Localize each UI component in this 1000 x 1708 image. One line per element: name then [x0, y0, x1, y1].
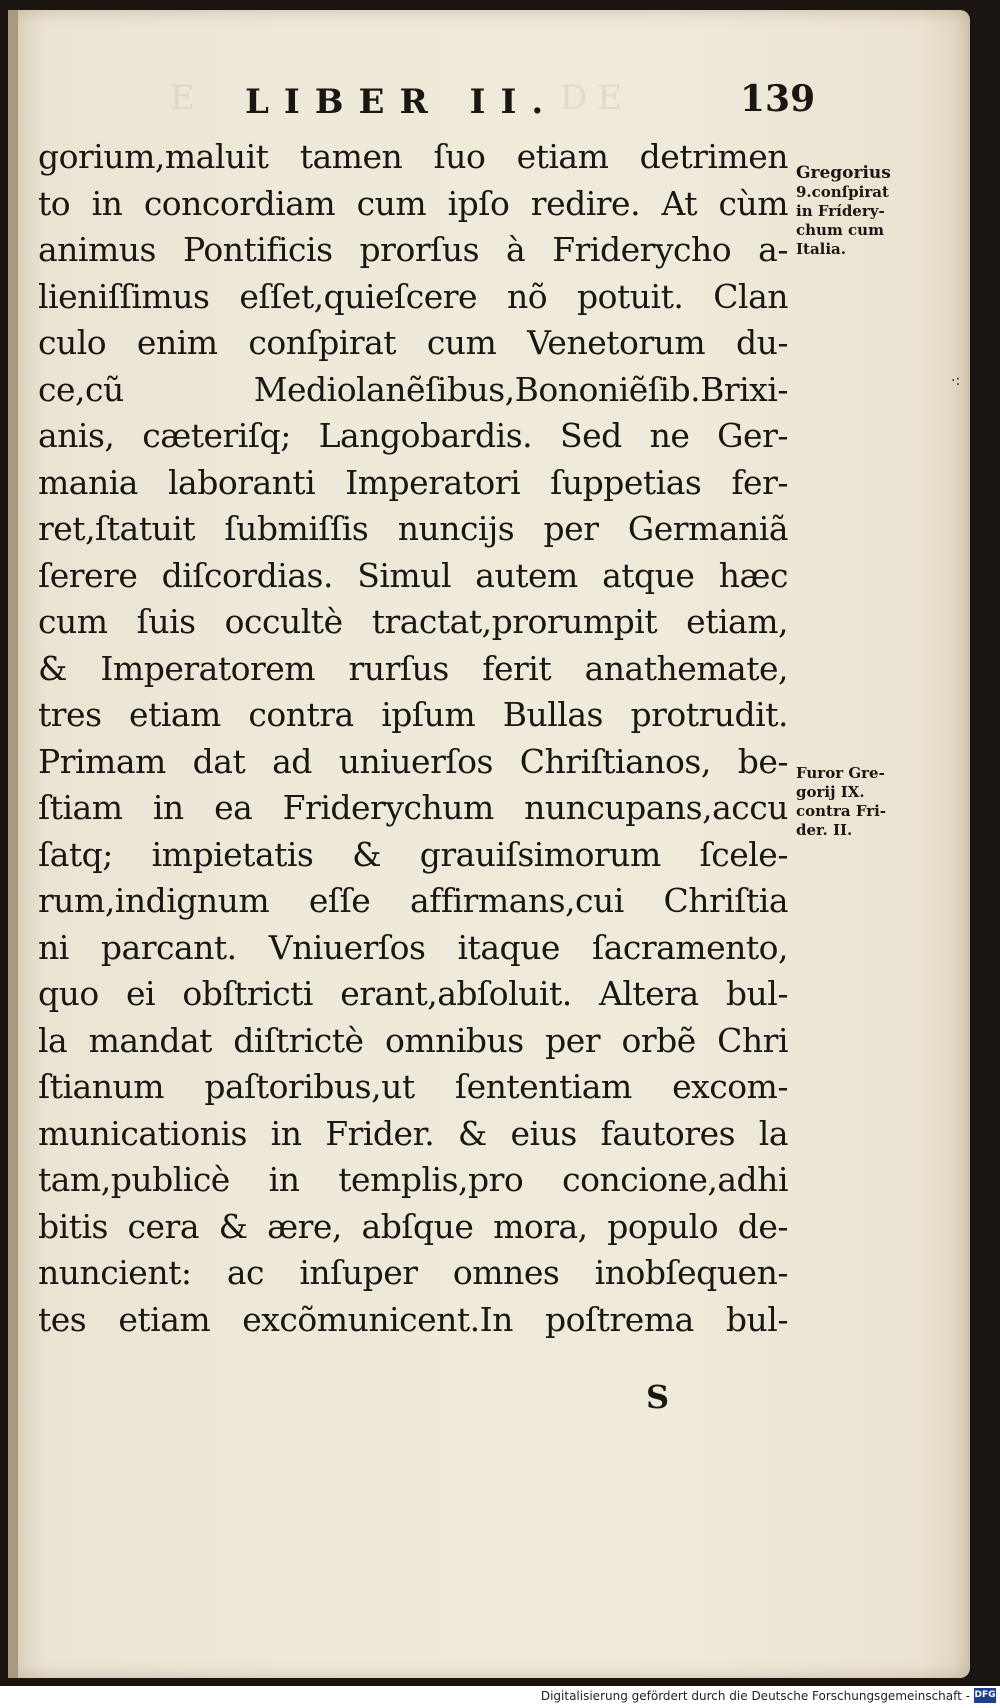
- text-line: mania laboranti Imperatori ſuppetias fer-: [38, 462, 788, 502]
- text-line: quo ei obſtricti erant,abſoluit. Altera bul-: [38, 974, 788, 1013]
- text-line: animus Pontificis prorſus à Friderycho a-: [38, 230, 788, 269]
- catchword: S: [646, 1378, 670, 1416]
- text-line: gorium,maluit tamen ſuo etiam detrimen: [38, 137, 788, 176]
- text-line: tam,publicè in templis,pro concione,adhi: [38, 1160, 788, 1199]
- page-number: 139: [740, 78, 816, 120]
- text-line: bitis cera & ære, abſque mora, populo de-: [38, 1206, 788, 1246]
- text-line: rum,indignum eſſe affirmans,cui Chriſtia: [38, 881, 788, 920]
- footer-bar: [0, 1686, 1000, 1708]
- text-line: ſtianum paſtoribus,ut ſententiam excom-: [38, 1067, 788, 1106]
- text-line: tes etiam excõmunicent.In poſtrema bul-: [38, 1299, 788, 1339]
- text-line: ce,cũ Mediolanẽſibus,Bononiẽſib.Brixi-: [38, 369, 788, 409]
- marginal-note-line: Italia.: [796, 240, 847, 258]
- running-title: LIBER II.: [245, 82, 559, 122]
- bleed-through-mark: DE: [560, 78, 633, 118]
- marginal-note-line: Gregorius: [796, 163, 891, 183]
- marginal-note-line: gorij IX.: [796, 783, 865, 801]
- text-line: la mandat diſtrictè omnibus per orbẽ Chri: [38, 1020, 788, 1060]
- text-line: ret,ſtatuit ſubmiſſis nuncijs per Germaniã: [38, 509, 788, 548]
- marginal-note-line: der. II.: [796, 821, 853, 839]
- text-line: anis, cæteriſq; Langobardis. Sed ne Ger-: [38, 416, 788, 455]
- running-head: [0, 78, 1000, 122]
- text-line: culo enim conſpirat cum Venetorum du-: [38, 323, 788, 362]
- dfg-logo: DFG: [974, 1688, 996, 1703]
- text-line: ſerere diſcordias. Simul autem atque hæc: [38, 555, 788, 595]
- text-line: tres etiam contra ipſum Bullas protrudit.: [38, 695, 788, 734]
- marginal-note: [796, 164, 921, 259]
- text-line: ſtiam in ea Friderychum nuncupans,accu: [38, 788, 788, 827]
- text-line: lieniſſimus eſſet,quieſcere nõ potuit. Clan: [38, 276, 788, 316]
- marginal-note-line: Furor Gre-: [796, 764, 885, 782]
- text-line: to in concordiam cum ipſo redire. At cùm: [38, 183, 788, 223]
- bleed-through-mark: E: [170, 78, 205, 118]
- body-text: [38, 134, 788, 1343]
- marginal-note-line: 9.conſpirat: [796, 183, 889, 201]
- marginal-note-line: contra Fri-: [796, 802, 887, 820]
- text-line: municationis in Frider. & eius fautores la: [38, 1113, 788, 1153]
- page-gutter-edge: [8, 10, 18, 1678]
- text-line: cum ſuis occultè tractat,prorumpit etiam,: [38, 602, 788, 641]
- text-line: nuncient: ac inſuper omnes inobſequen-: [38, 1253, 788, 1292]
- text-line: Primam dat ad uniuerſos Chriſtianos, be-: [38, 741, 788, 781]
- marginal-note-line: in Frídery-: [796, 202, 885, 220]
- text-line: ni parcant. Vniuerſos itaque ſacramento,: [38, 927, 788, 967]
- text-line: & Imperatorem rurſus ferit anathemate,: [38, 648, 788, 688]
- marginal-note: [796, 764, 921, 840]
- marginal-note-line: chum cum: [796, 221, 884, 239]
- ink-speck: ·:: [951, 373, 961, 389]
- funding-credit: Digitalisierung gefördert durch die Deutsche Forschungsgemeinschaft -: [540, 1689, 970, 1703]
- text-line: ſatq; impietatis & grauiſsimorum ſcele-: [38, 834, 788, 874]
